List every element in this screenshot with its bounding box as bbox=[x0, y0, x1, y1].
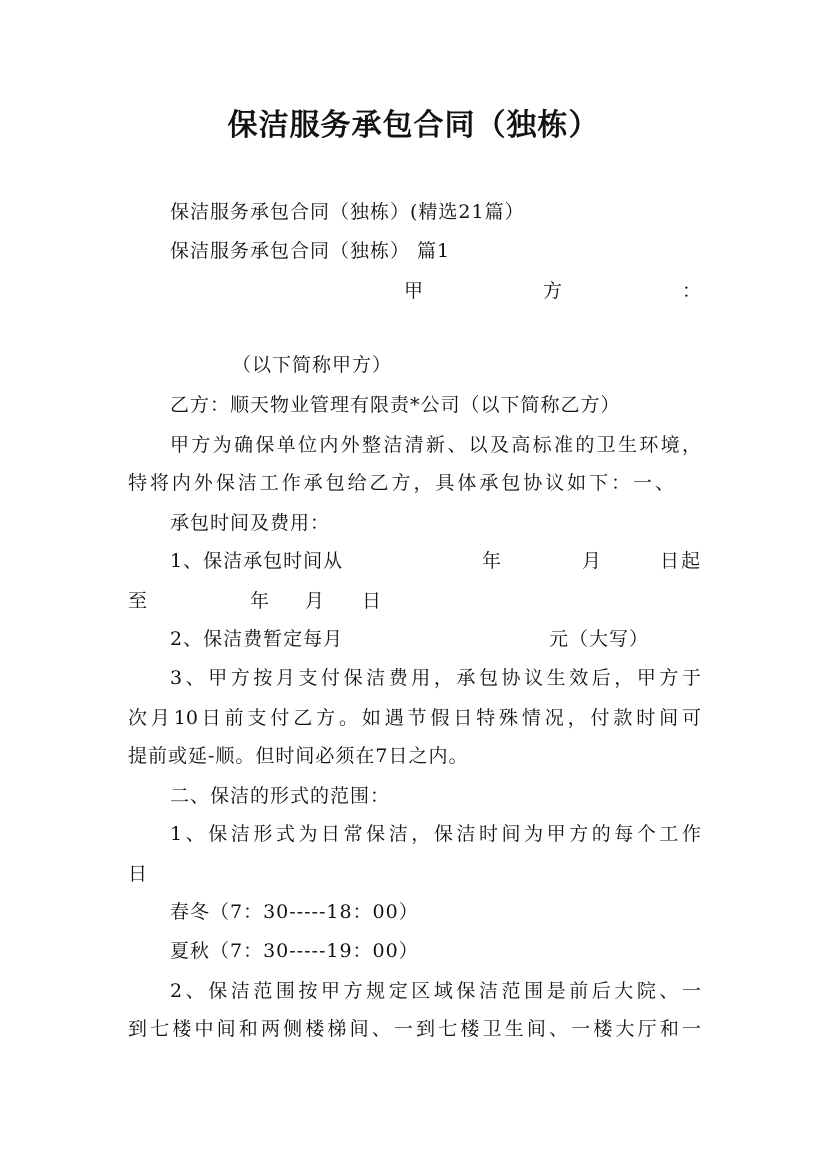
item1-to: 至 bbox=[128, 590, 148, 612]
section2-heading: 二、保洁的形式的范围： bbox=[170, 785, 391, 807]
party-a-colon: ： bbox=[682, 280, 702, 302]
item1-year: 年 bbox=[482, 550, 502, 572]
section-heading: 保洁服务承包合同（独栋） 篇1 bbox=[170, 240, 451, 262]
scope1-line-1: 1、保洁形式为日常保洁，保洁时间为甲方的每个工作 bbox=[170, 823, 701, 845]
scope1-line-2: 日 bbox=[128, 863, 149, 885]
item1-month2: 月 bbox=[305, 590, 325, 612]
scope2-line-2: 到七楼中间和两侧楼梯间、一到七楼卫生间、一楼大厅和一 bbox=[128, 1018, 701, 1040]
item3-line-3: 提前或延-顺。但时间必须在7日之内。 bbox=[128, 745, 469, 767]
document-subtitle: 保洁服务承包合同（独栋）(精选21篇） bbox=[170, 201, 525, 223]
spring-winter-hours: 春冬（7：30-----18：00） bbox=[170, 901, 419, 923]
party-a-label-jia: 甲 bbox=[404, 280, 424, 302]
item2-suffix: 元（大写） bbox=[549, 628, 650, 650]
party-a-label-fang: 方 bbox=[543, 280, 563, 302]
document-title: 保洁服务承包合同（独栋） bbox=[227, 108, 600, 143]
item1-year2: 年 bbox=[250, 590, 270, 612]
item1-month: 月 bbox=[582, 550, 602, 572]
intro-line-2: 特将内外保洁工作承包给乙方，具体承包协议如下：一、 bbox=[128, 472, 674, 494]
scope2-line-1: 2、保洁范围按甲方规定区域保洁范围是前后大院、一 bbox=[170, 980, 701, 1002]
party-a-note: （以下简称甲方） bbox=[232, 354, 393, 376]
item3-line-2: 次月10日前支付乙方。如遇节假日特殊情况，付款时间可 bbox=[128, 707, 701, 729]
section1-heading: 承包时间及费用： bbox=[170, 512, 331, 534]
intro-line-1: 甲方为确保单位内外整洁清新、以及高标准的卫生环境， bbox=[170, 434, 701, 456]
item3-line-1: 3、甲方按月支付保洁费用，承包协议生效后，甲方于 bbox=[170, 667, 701, 689]
party-b-line: 乙方：顺天物业管理有限责*公司（以下简称乙方） bbox=[170, 394, 621, 416]
item2-prefix: 2、保洁费暂定每月 bbox=[170, 628, 344, 650]
item1-day-start: 日起 bbox=[660, 550, 703, 572]
item1-day2: 日 bbox=[362, 590, 382, 612]
item1-prefix: 1、保洁承包时间从 bbox=[170, 550, 344, 572]
summer-autumn-hours: 夏秋（7：30-----19：00） bbox=[170, 940, 419, 962]
